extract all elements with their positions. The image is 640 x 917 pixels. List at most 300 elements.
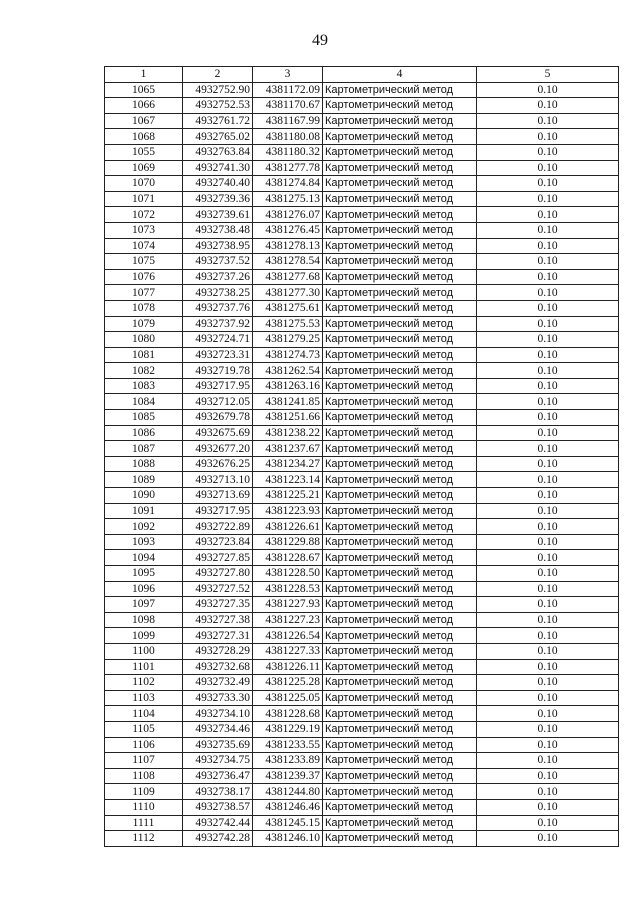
method-cell: Картометрический метод: [323, 519, 477, 535]
column-header: 5: [477, 67, 619, 83]
point-number-cell: 1085: [105, 410, 183, 426]
y-coordinate-cell: 4381241.85: [253, 394, 323, 410]
x-coordinate-cell: 4932732.68: [183, 659, 253, 675]
y-coordinate-cell: 4381251.66: [253, 410, 323, 426]
table-row: [105, 425, 619, 441]
point-number-cell: 1071: [105, 191, 183, 207]
y-coordinate-cell: 4381275.61: [253, 300, 323, 316]
table-row: [105, 519, 619, 535]
table-row: [105, 456, 619, 472]
point-number-cell: 1112: [105, 831, 183, 847]
table-row: [105, 472, 619, 488]
y-coordinate-cell: 4381228.68: [253, 706, 323, 722]
x-coordinate-cell: 4932713.69: [183, 488, 253, 504]
table-row: [105, 129, 619, 145]
table-row: [105, 799, 619, 815]
point-number-cell: 1107: [105, 753, 183, 769]
y-coordinate-cell: 4381277.78: [253, 160, 323, 176]
method-cell: Картометрический метод: [323, 488, 477, 504]
point-number-cell: 1086: [105, 425, 183, 441]
method-cell: Картометрический метод: [323, 129, 477, 145]
accuracy-cell: 0.10: [477, 488, 619, 504]
accuracy-cell: 0.10: [477, 238, 619, 254]
x-coordinate-cell: 4932728.29: [183, 643, 253, 659]
point-number-cell: 1066: [105, 98, 183, 114]
accuracy-cell: 0.10: [477, 799, 619, 815]
x-coordinate-cell: 4932736.47: [183, 768, 253, 784]
accuracy-cell: 0.10: [477, 98, 619, 114]
method-cell: Картометрический метод: [323, 394, 477, 410]
accuracy-cell: 0.10: [477, 643, 619, 659]
point-number-cell: 1094: [105, 550, 183, 566]
point-number-cell: 1068: [105, 129, 183, 145]
method-cell: Картометрический метод: [323, 222, 477, 238]
method-cell: Картометрический метод: [323, 581, 477, 597]
y-coordinate-cell: 4381225.28: [253, 675, 323, 691]
table-row: [105, 628, 619, 644]
method-cell: Картометрический метод: [323, 332, 477, 348]
accuracy-cell: 0.10: [477, 659, 619, 675]
point-number-cell: 1073: [105, 222, 183, 238]
table-row: [105, 207, 619, 223]
point-number-cell: 1096: [105, 581, 183, 597]
accuracy-cell: 0.10: [477, 144, 619, 160]
point-number-cell: 1087: [105, 441, 183, 457]
accuracy-cell: 0.10: [477, 378, 619, 394]
table-row: [105, 768, 619, 784]
page-number: 49: [312, 32, 328, 49]
method-cell: Картометрический метод: [323, 550, 477, 566]
table-row: [105, 98, 619, 114]
x-coordinate-cell: 4932735.69: [183, 737, 253, 753]
accuracy-cell: 0.10: [477, 534, 619, 550]
accuracy-cell: 0.10: [477, 737, 619, 753]
x-coordinate-cell: 4932741.30: [183, 160, 253, 176]
x-coordinate-cell: 4932676.25: [183, 456, 253, 472]
column-header: 2: [183, 67, 253, 83]
point-number-cell: 1076: [105, 269, 183, 285]
table-row: [105, 581, 619, 597]
table-row: [105, 176, 619, 192]
point-number-cell: 1091: [105, 503, 183, 519]
accuracy-cell: 0.10: [477, 222, 619, 238]
method-cell: Картометрический метод: [323, 659, 477, 675]
y-coordinate-cell: 4381180.08: [253, 129, 323, 145]
method-cell: Картометрический метод: [323, 82, 477, 98]
y-coordinate-cell: 4381276.45: [253, 222, 323, 238]
method-cell: Картометрический метод: [323, 472, 477, 488]
method-cell: Картометрический метод: [323, 285, 477, 301]
point-number-cell: 1109: [105, 784, 183, 800]
x-coordinate-cell: 4932742.44: [183, 815, 253, 831]
y-coordinate-cell: 4381274.84: [253, 176, 323, 192]
accuracy-cell: 0.10: [477, 550, 619, 566]
point-number-cell: 1081: [105, 347, 183, 363]
y-coordinate-cell: 4381244.80: [253, 784, 323, 800]
accuracy-cell: 0.10: [477, 285, 619, 301]
x-coordinate-cell: 4932739.61: [183, 207, 253, 223]
y-coordinate-cell: 4381228.50: [253, 566, 323, 582]
accuracy-cell: 0.10: [477, 721, 619, 737]
method-cell: Картометрический метод: [323, 612, 477, 628]
method-cell: Картометрический метод: [323, 784, 477, 800]
table-row: [105, 222, 619, 238]
x-coordinate-cell: 4932717.95: [183, 503, 253, 519]
point-number-cell: 1079: [105, 316, 183, 332]
table-row: [105, 410, 619, 426]
x-coordinate-cell: 4932761.72: [183, 113, 253, 129]
point-number-cell: 1074: [105, 238, 183, 254]
x-coordinate-cell: 4932763.84: [183, 144, 253, 160]
table-row: [105, 737, 619, 753]
accuracy-cell: 0.10: [477, 254, 619, 270]
x-coordinate-cell: 4932713.10: [183, 472, 253, 488]
point-number-cell: 1089: [105, 472, 183, 488]
point-number-cell: 1104: [105, 706, 183, 722]
accuracy-cell: 0.10: [477, 269, 619, 285]
table-row: [105, 675, 619, 691]
y-coordinate-cell: 4381239.37: [253, 768, 323, 784]
x-coordinate-cell: 4932727.85: [183, 550, 253, 566]
method-cell: Картометрический метод: [323, 425, 477, 441]
point-number-cell: 1100: [105, 643, 183, 659]
table-row: [105, 441, 619, 457]
y-coordinate-cell: 4381277.30: [253, 285, 323, 301]
accuracy-cell: 0.10: [477, 706, 619, 722]
table-row: [105, 643, 619, 659]
column-header: 3: [253, 67, 323, 83]
y-coordinate-cell: 4381226.54: [253, 628, 323, 644]
point-number-cell: 1097: [105, 597, 183, 613]
accuracy-cell: 0.10: [477, 129, 619, 145]
method-cell: Картометрический метод: [323, 191, 477, 207]
method-cell: Картометрический метод: [323, 207, 477, 223]
table-row: [105, 285, 619, 301]
y-coordinate-cell: 4381227.23: [253, 612, 323, 628]
accuracy-cell: 0.10: [477, 784, 619, 800]
x-coordinate-cell: 4932675.69: [183, 425, 253, 441]
x-coordinate-cell: 4932737.92: [183, 316, 253, 332]
method-cell: Картометрический метод: [323, 753, 477, 769]
point-number-cell: 1084: [105, 394, 183, 410]
method-cell: Картометрический метод: [323, 269, 477, 285]
accuracy-cell: 0.10: [477, 191, 619, 207]
y-coordinate-cell: 4381225.21: [253, 488, 323, 504]
method-cell: Картометрический метод: [323, 815, 477, 831]
y-coordinate-cell: 4381246.10: [253, 831, 323, 847]
table-row: [105, 690, 619, 706]
table-row: [105, 815, 619, 831]
method-cell: Картометрический метод: [323, 300, 477, 316]
table-row: [105, 566, 619, 582]
x-coordinate-cell: 4932742.28: [183, 831, 253, 847]
table-row: [105, 659, 619, 675]
coordinates-table: [104, 66, 619, 847]
point-number-cell: 1092: [105, 519, 183, 535]
table-row: [105, 332, 619, 348]
method-cell: Картометрический метод: [323, 643, 477, 659]
accuracy-cell: 0.10: [477, 207, 619, 223]
x-coordinate-cell: 4932727.35: [183, 597, 253, 613]
table-row: [105, 394, 619, 410]
table-header-row: [105, 67, 619, 83]
accuracy-cell: 0.10: [477, 441, 619, 457]
method-cell: Картометрический метод: [323, 254, 477, 270]
y-coordinate-cell: 4381245.15: [253, 815, 323, 831]
x-coordinate-cell: 4932738.17: [183, 784, 253, 800]
x-coordinate-cell: 4932679.78: [183, 410, 253, 426]
method-cell: Картометрический метод: [323, 238, 477, 254]
x-coordinate-cell: 4932712.05: [183, 394, 253, 410]
method-cell: Картометрический метод: [323, 347, 477, 363]
method-cell: Картометрический метод: [323, 98, 477, 114]
y-coordinate-cell: 4381233.55: [253, 737, 323, 753]
method-cell: Картометрический метод: [323, 799, 477, 815]
table-row: [105, 238, 619, 254]
y-coordinate-cell: 4381279.25: [253, 332, 323, 348]
y-coordinate-cell: 4381278.54: [253, 254, 323, 270]
point-number-cell: 1108: [105, 768, 183, 784]
point-number-cell: 1111: [105, 815, 183, 831]
table-row: [105, 191, 619, 207]
method-cell: Картометрический метод: [323, 675, 477, 691]
method-cell: Картометрический метод: [323, 768, 477, 784]
point-number-cell: 1101: [105, 659, 183, 675]
y-coordinate-cell: 4381246.46: [253, 799, 323, 815]
accuracy-cell: 0.10: [477, 347, 619, 363]
method-cell: Картометрический метод: [323, 721, 477, 737]
x-coordinate-cell: 4932739.36: [183, 191, 253, 207]
method-cell: Картометрический метод: [323, 378, 477, 394]
x-coordinate-cell: 4932734.75: [183, 753, 253, 769]
accuracy-cell: 0.10: [477, 831, 619, 847]
method-cell: Картометрический метод: [323, 441, 477, 457]
y-coordinate-cell: 4381237.67: [253, 441, 323, 457]
table-row: [105, 550, 619, 566]
y-coordinate-cell: 4381226.11: [253, 659, 323, 675]
x-coordinate-cell: 4932738.48: [183, 222, 253, 238]
table-row: [105, 597, 619, 613]
point-number-cell: 1090: [105, 488, 183, 504]
point-number-cell: 1075: [105, 254, 183, 270]
y-coordinate-cell: 4381276.07: [253, 207, 323, 223]
x-coordinate-cell: 4932733.30: [183, 690, 253, 706]
accuracy-cell: 0.10: [477, 675, 619, 691]
x-coordinate-cell: 4932765.02: [183, 129, 253, 145]
point-number-cell: 1110: [105, 799, 183, 815]
accuracy-cell: 0.10: [477, 628, 619, 644]
accuracy-cell: 0.10: [477, 394, 619, 410]
x-coordinate-cell: 4932727.80: [183, 566, 253, 582]
point-number-cell: 1099: [105, 628, 183, 644]
y-coordinate-cell: 4381278.13: [253, 238, 323, 254]
x-coordinate-cell: 4932724.71: [183, 332, 253, 348]
method-cell: Картометрический метод: [323, 113, 477, 129]
y-coordinate-cell: 4381229.19: [253, 721, 323, 737]
y-coordinate-cell: 4381223.14: [253, 472, 323, 488]
method-cell: Картометрический метод: [323, 363, 477, 379]
point-number-cell: 1080: [105, 332, 183, 348]
x-coordinate-cell: 4932737.52: [183, 254, 253, 270]
x-coordinate-cell: 4932677.20: [183, 441, 253, 457]
method-cell: Картометрический метод: [323, 737, 477, 753]
x-coordinate-cell: 4932738.95: [183, 238, 253, 254]
x-coordinate-cell: 4932732.49: [183, 675, 253, 691]
point-number-cell: 1098: [105, 612, 183, 628]
point-number-cell: 1093: [105, 534, 183, 550]
point-number-cell: 1103: [105, 690, 183, 706]
method-cell: Картометрический метод: [323, 597, 477, 613]
accuracy-cell: 0.10: [477, 503, 619, 519]
y-coordinate-cell: 4381229.88: [253, 534, 323, 550]
x-coordinate-cell: 4932727.38: [183, 612, 253, 628]
y-coordinate-cell: 4381227.33: [253, 643, 323, 659]
y-coordinate-cell: 4381275.53: [253, 316, 323, 332]
x-coordinate-cell: 4932734.46: [183, 721, 253, 737]
point-number-cell: 1105: [105, 721, 183, 737]
accuracy-cell: 0.10: [477, 581, 619, 597]
accuracy-cell: 0.10: [477, 472, 619, 488]
point-number-cell: 1055: [105, 144, 183, 160]
table-row: [105, 503, 619, 519]
accuracy-cell: 0.10: [477, 597, 619, 613]
accuracy-cell: 0.10: [477, 82, 619, 98]
point-number-cell: 1095: [105, 566, 183, 582]
point-number-cell: 1070: [105, 176, 183, 192]
x-coordinate-cell: 4932717.95: [183, 378, 253, 394]
point-number-cell: 1072: [105, 207, 183, 223]
x-coordinate-cell: 4932737.76: [183, 300, 253, 316]
accuracy-cell: 0.10: [477, 753, 619, 769]
method-cell: Картометрический метод: [323, 160, 477, 176]
point-number-cell: 1102: [105, 675, 183, 691]
accuracy-cell: 0.10: [477, 612, 619, 628]
accuracy-cell: 0.10: [477, 425, 619, 441]
accuracy-cell: 0.10: [477, 690, 619, 706]
table-row: [105, 753, 619, 769]
point-number-cell: 1082: [105, 363, 183, 379]
accuracy-cell: 0.10: [477, 176, 619, 192]
point-number-cell: 1088: [105, 456, 183, 472]
table-row: [105, 82, 619, 98]
table-row: [105, 721, 619, 737]
x-coordinate-cell: 4932752.90: [183, 82, 253, 98]
y-coordinate-cell: 4381233.89: [253, 753, 323, 769]
point-number-cell: 1067: [105, 113, 183, 129]
y-coordinate-cell: 4381170.67: [253, 98, 323, 114]
x-coordinate-cell: 4932737.26: [183, 269, 253, 285]
table-row: [105, 488, 619, 504]
table-row: [105, 269, 619, 285]
table-row: [105, 144, 619, 160]
accuracy-cell: 0.10: [477, 519, 619, 535]
method-cell: Картометрический метод: [323, 316, 477, 332]
accuracy-cell: 0.10: [477, 113, 619, 129]
table-row: [105, 784, 619, 800]
method-cell: Картометрический метод: [323, 831, 477, 847]
table-row: [105, 378, 619, 394]
method-cell: Картометрический метод: [323, 503, 477, 519]
table-row: [105, 254, 619, 270]
x-coordinate-cell: 4932738.25: [183, 285, 253, 301]
table-row: [105, 300, 619, 316]
table-row: [105, 316, 619, 332]
y-coordinate-cell: 4381180.32: [253, 144, 323, 160]
x-coordinate-cell: 4932722.89: [183, 519, 253, 535]
x-coordinate-cell: 4932738.57: [183, 799, 253, 815]
method-cell: Картометрический метод: [323, 534, 477, 550]
y-coordinate-cell: 4381223.93: [253, 503, 323, 519]
x-coordinate-cell: 4932734.10: [183, 706, 253, 722]
y-coordinate-cell: 4381274.73: [253, 347, 323, 363]
table-row: [105, 706, 619, 722]
accuracy-cell: 0.10: [477, 300, 619, 316]
point-number-cell: 1077: [105, 285, 183, 301]
y-coordinate-cell: 4381167.99: [253, 113, 323, 129]
point-number-cell: 1083: [105, 378, 183, 394]
y-coordinate-cell: 4381225.05: [253, 690, 323, 706]
method-cell: Картометрический метод: [323, 176, 477, 192]
accuracy-cell: 0.10: [477, 456, 619, 472]
accuracy-cell: 0.10: [477, 566, 619, 582]
y-coordinate-cell: 4381263.16: [253, 378, 323, 394]
point-number-cell: 1106: [105, 737, 183, 753]
accuracy-cell: 0.10: [477, 332, 619, 348]
table-row: [105, 363, 619, 379]
method-cell: Картометрический метод: [323, 144, 477, 160]
table-row: [105, 612, 619, 628]
table-row: [105, 534, 619, 550]
method-cell: Картометрический метод: [323, 706, 477, 722]
table-row: [105, 113, 619, 129]
accuracy-cell: 0.10: [477, 316, 619, 332]
x-coordinate-cell: 4932723.84: [183, 534, 253, 550]
x-coordinate-cell: 4932719.78: [183, 363, 253, 379]
y-coordinate-cell: 4381228.53: [253, 581, 323, 597]
y-coordinate-cell: 4381277.68: [253, 269, 323, 285]
method-cell: Картометрический метод: [323, 410, 477, 426]
y-coordinate-cell: 4381262.54: [253, 363, 323, 379]
table-row: [105, 160, 619, 176]
x-coordinate-cell: 4932740.40: [183, 176, 253, 192]
column-header: 4: [323, 67, 477, 83]
y-coordinate-cell: 4381238.22: [253, 425, 323, 441]
table-row: [105, 831, 619, 847]
x-coordinate-cell: 4932723.31: [183, 347, 253, 363]
accuracy-cell: 0.10: [477, 815, 619, 831]
method-cell: Картометрический метод: [323, 690, 477, 706]
column-header: 1: [105, 67, 183, 83]
accuracy-cell: 0.10: [477, 768, 619, 784]
accuracy-cell: 0.10: [477, 160, 619, 176]
y-coordinate-cell: 4381234.27: [253, 456, 323, 472]
table-row: [105, 347, 619, 363]
method-cell: Картометрический метод: [323, 628, 477, 644]
y-coordinate-cell: 4381172.09: [253, 82, 323, 98]
x-coordinate-cell: 4932727.31: [183, 628, 253, 644]
x-coordinate-cell: 4932727.52: [183, 581, 253, 597]
y-coordinate-cell: 4381228.67: [253, 550, 323, 566]
point-number-cell: 1078: [105, 300, 183, 316]
y-coordinate-cell: 4381227.93: [253, 597, 323, 613]
x-coordinate-cell: 4932752.53: [183, 98, 253, 114]
method-cell: Картометрический метод: [323, 456, 477, 472]
point-number-cell: 1065: [105, 82, 183, 98]
y-coordinate-cell: 4381275.13: [253, 191, 323, 207]
y-coordinate-cell: 4381226.61: [253, 519, 323, 535]
accuracy-cell: 0.10: [477, 363, 619, 379]
point-number-cell: 1069: [105, 160, 183, 176]
